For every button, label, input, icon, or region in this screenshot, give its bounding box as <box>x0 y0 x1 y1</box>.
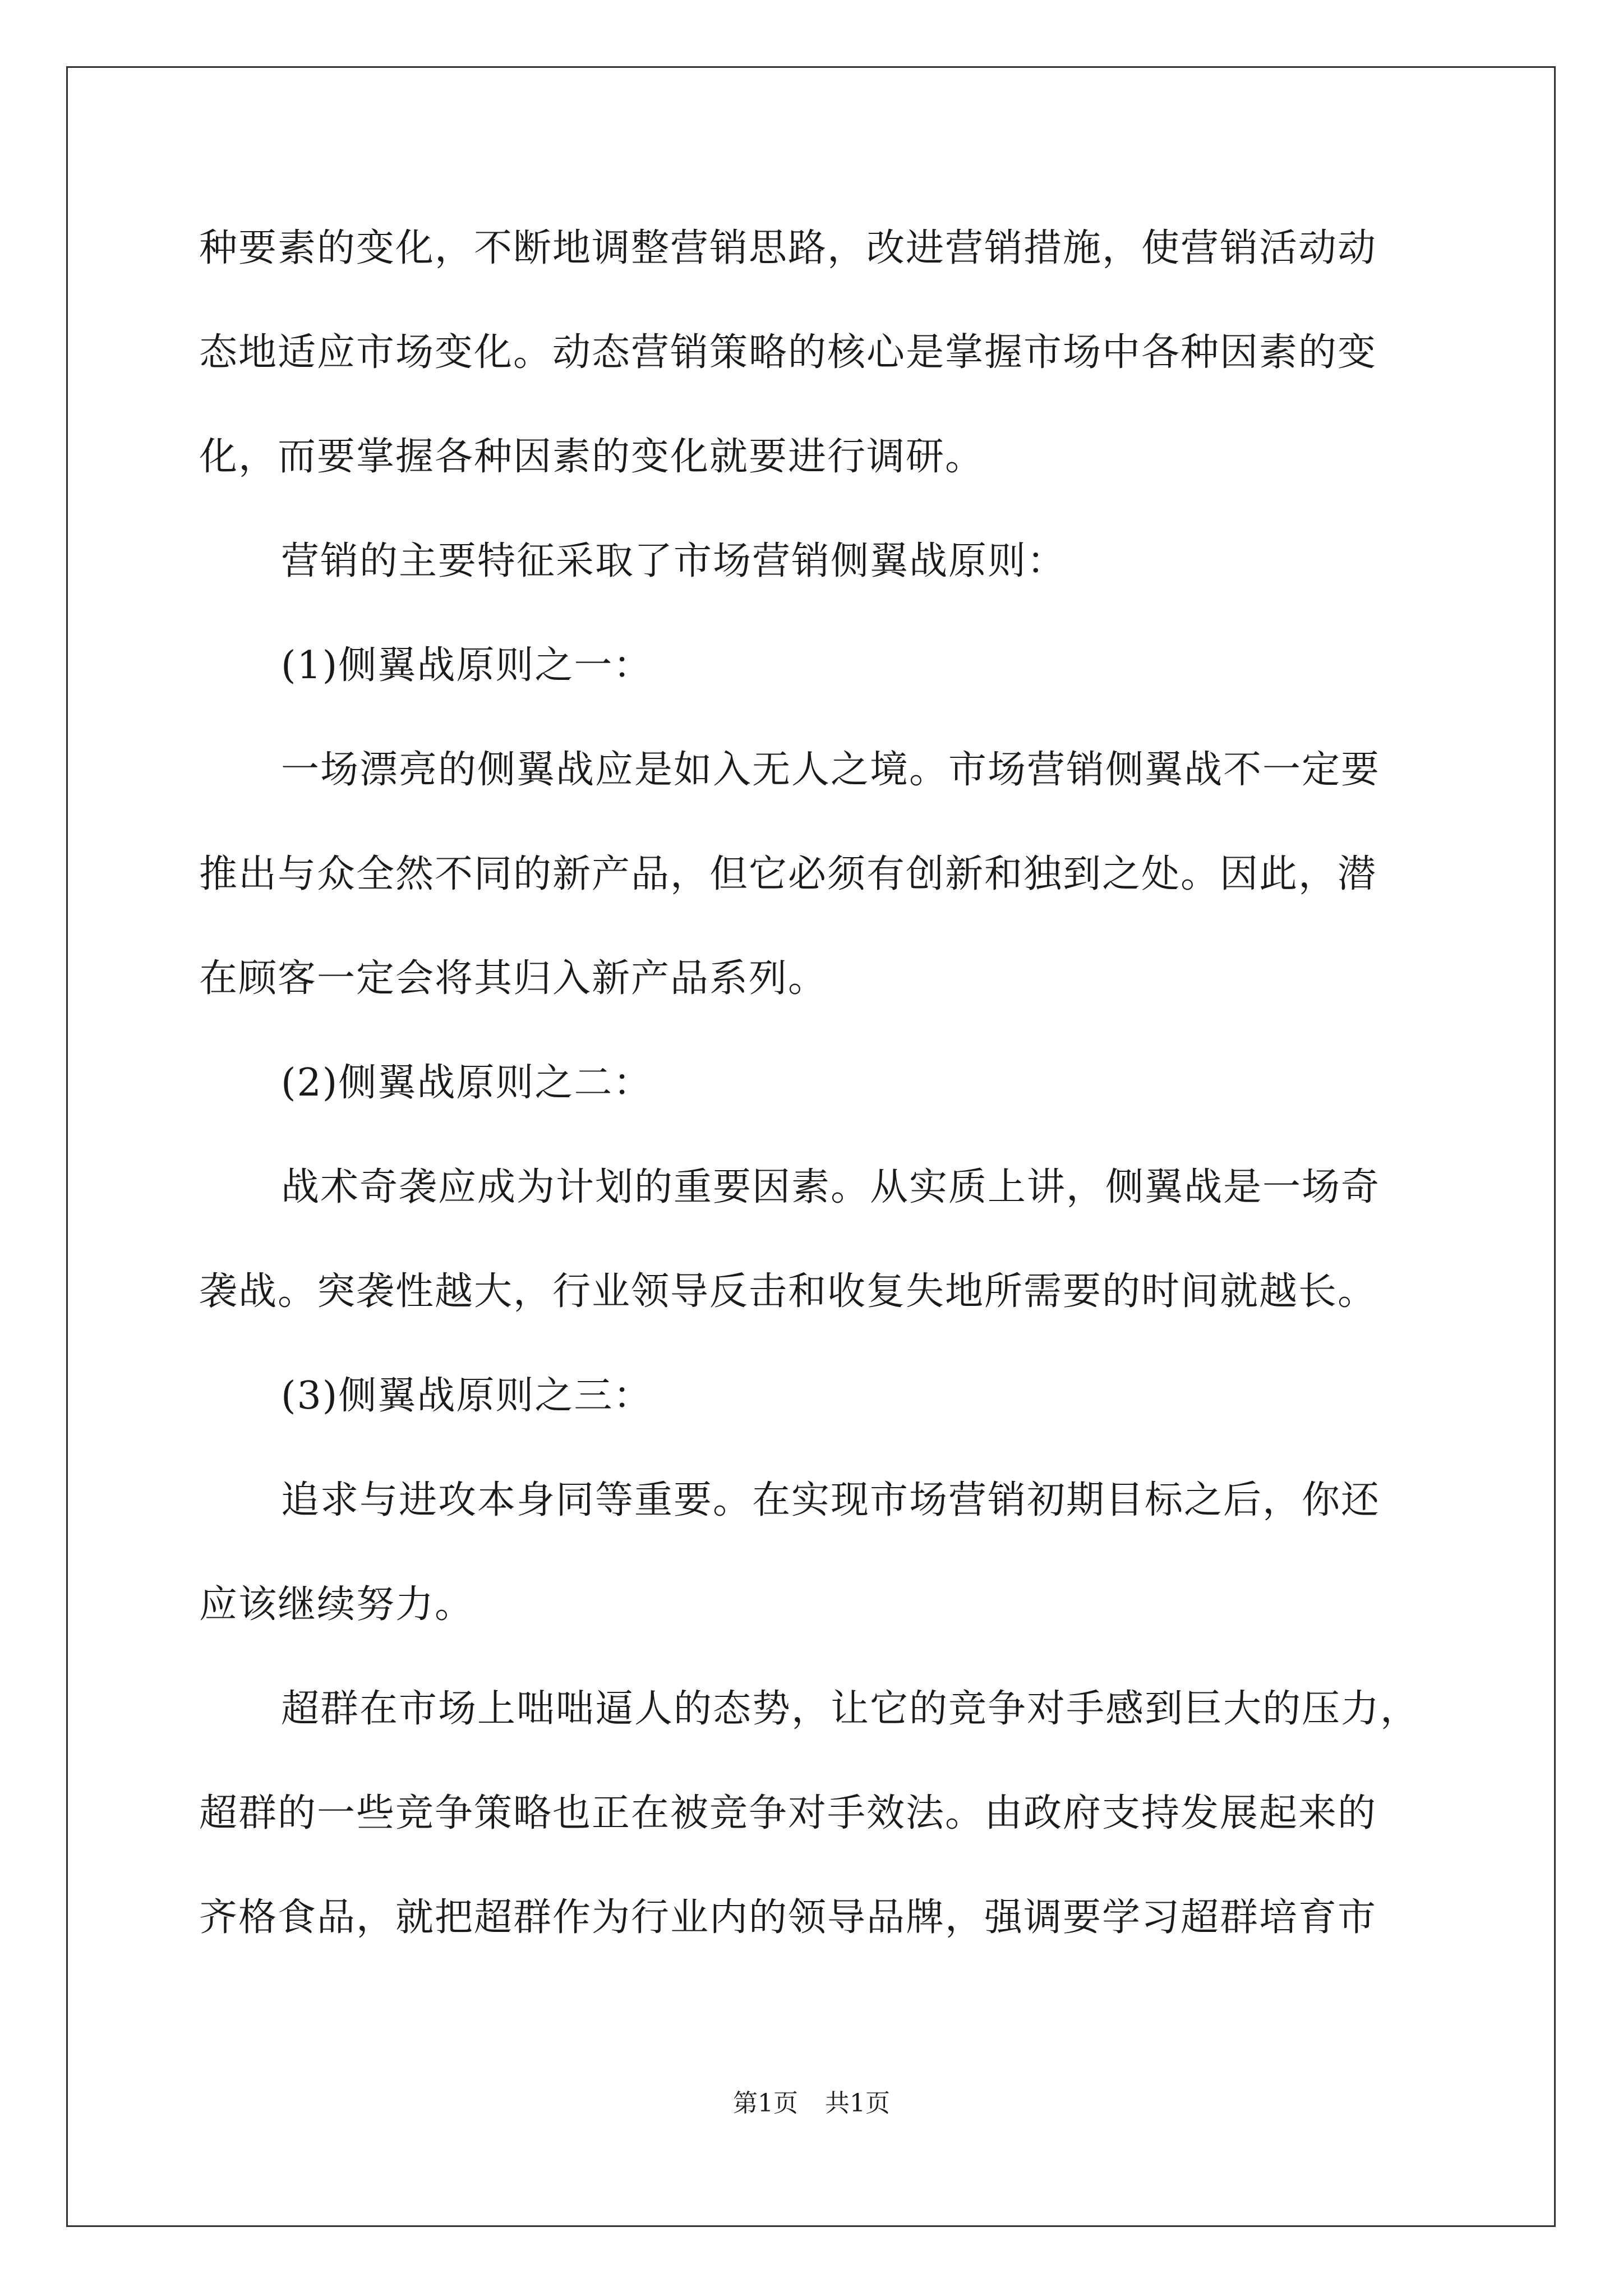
text-line: 超群的一些竞争策略也正在被竞争对手效法。由政府支持发展起来的 <box>199 1791 1377 1835</box>
page-footer <box>0 2087 1623 2120</box>
text-line: 应该继续努力。 <box>199 1582 474 1627</box>
text-line: 在顾客一定会将其归入新产品系列。 <box>199 956 828 1001</box>
text-line: 营销的主要特征采取了市场营销侧翼战原则： <box>281 539 1067 583</box>
text-line: (3)侧翼战原则之三： <box>281 1374 653 1418</box>
text-line: 种要素的变化，不断地调整营销思路，改进营销措施，使营销活动动 <box>199 226 1377 270</box>
text-line: 一场漂亮的侧翼战应是如入无人之境。市场营销侧翼战不一定要 <box>281 748 1381 792</box>
text-line: 态地适应市场变化。动态营销策略的核心是掌握市场中各种因素的变 <box>199 330 1377 375</box>
text-line: 化，而要掌握各种因素的变化就要进行调研。 <box>199 435 985 479</box>
page-number-current: 第1页 <box>733 2089 798 2118</box>
document-body <box>199 220 1433 1994</box>
text-line: 战术奇袭应成为计划的重要因素。从实质上讲，侧翼战是一场奇 <box>281 1165 1381 1209</box>
text-line: 推出与众全然不同的新产品，但它必须有创新和独到之处。因此，潜 <box>199 852 1377 896</box>
text-line: 齐格食品，就把超群作为行业内的领导品牌，强调要学习超群培育市 <box>199 1895 1377 1940</box>
text-line: 追求与进攻本身同等重要。在实现市场营销初期目标之后，你还 <box>281 1478 1381 1522</box>
text-line: 袭战。突袭性越大，行业领导反击和收复失地所需要的时间就越长。 <box>199 1269 1377 1314</box>
text-line: (1)侧翼战原则之一： <box>281 643 653 688</box>
page-number-total: 共1页 <box>825 2089 890 2118</box>
text-line: 超群在市场上咄咄逼人的态势，让它的竞争对手感到巨大的压力， <box>281 1687 1420 1731</box>
text-line: (2)侧翼战原则之二： <box>281 1061 653 1105</box>
